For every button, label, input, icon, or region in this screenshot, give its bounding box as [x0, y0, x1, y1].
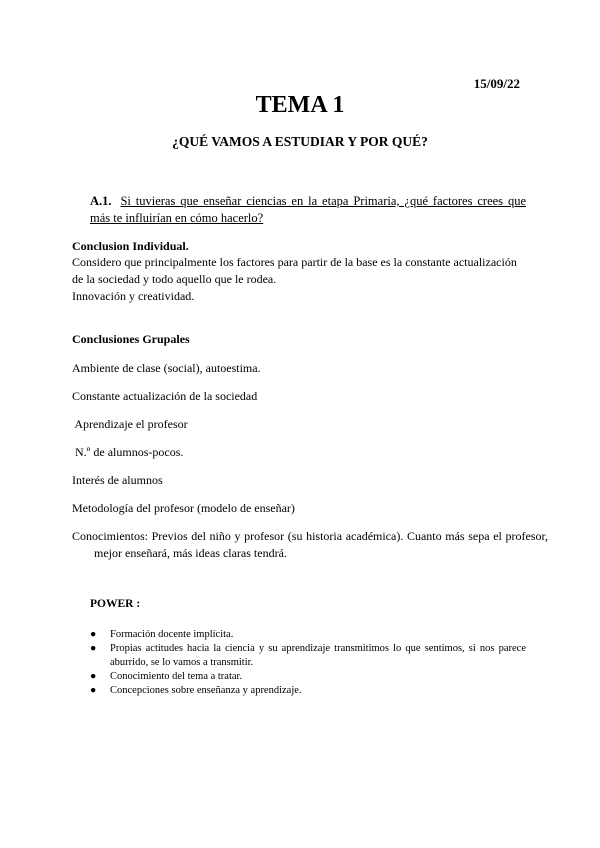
- document-date: 15/09/22: [473, 76, 520, 91]
- list-item-text: Formación docente implícita.: [110, 629, 234, 640]
- group-item: Constante actualización de la sociedad: [72, 389, 258, 403]
- individual-line-1: Considero que principalmente los factores para partir de la base es la constante actualización de la sociedad y todo aquello que le rodea.: [72, 255, 517, 286]
- list-item: [90, 642, 526, 670]
- list-item-text: Concepciones sobre enseñanza y aprendizaje.: [110, 685, 302, 696]
- bullet-icon: ●: [90, 671, 97, 682]
- bullet-icon: ●: [90, 685, 97, 696]
- page-title: TEMA 1: [255, 92, 345, 118]
- page-subtitle: ¿QUÉ VAMOS A ESTUDIAR Y POR QUÉ?: [172, 134, 428, 149]
- group-item: Ambiente de clase (social), autoestima.: [72, 361, 261, 375]
- power-list: [90, 628, 526, 698]
- bullet-icon: ●: [90, 629, 97, 640]
- list-item-text: Conocimiento del tema a tratar.: [110, 671, 243, 682]
- individual-heading: Conclusion Individual.: [72, 239, 189, 253]
- group-item: Conocimientos: Previos del niño y profesor (su historia académica). Cuanto más sepa el profesor, mejor enseñará, más ideas claras tendrá.: [72, 529, 548, 560]
- group-item: Aprendizaje el profesor: [72, 417, 188, 431]
- individual-line-2: Innovación y creatividad.: [72, 289, 195, 303]
- list-item-text: Propias actitudes hacia la ciencia y su aprendizaje transmitimos lo que sentimos, si nos parece aburrido, se lo vamos a transmitir.: [110, 643, 526, 668]
- bullet-icon: ●: [90, 643, 97, 654]
- power-heading: POWER :: [90, 598, 141, 610]
- group-item: N.º de alumnos-pocos.: [72, 445, 184, 459]
- group-item: Metodología del profesor (modelo de enseñar): [72, 501, 295, 515]
- group-item: Interés de alumnos: [72, 473, 163, 487]
- list-item: [90, 628, 526, 642]
- question-text: Si tuvieras que enseñar ciencias en la etapa Primaria, ¿qué factores crees que más te influirían en cómo hacerlo?: [90, 194, 526, 225]
- list-item: [90, 684, 526, 698]
- list-item: [90, 670, 526, 684]
- group-heading: Conclusiones Grupales: [72, 332, 190, 346]
- question-block: [90, 193, 526, 227]
- question-number: A.1.: [90, 194, 112, 208]
